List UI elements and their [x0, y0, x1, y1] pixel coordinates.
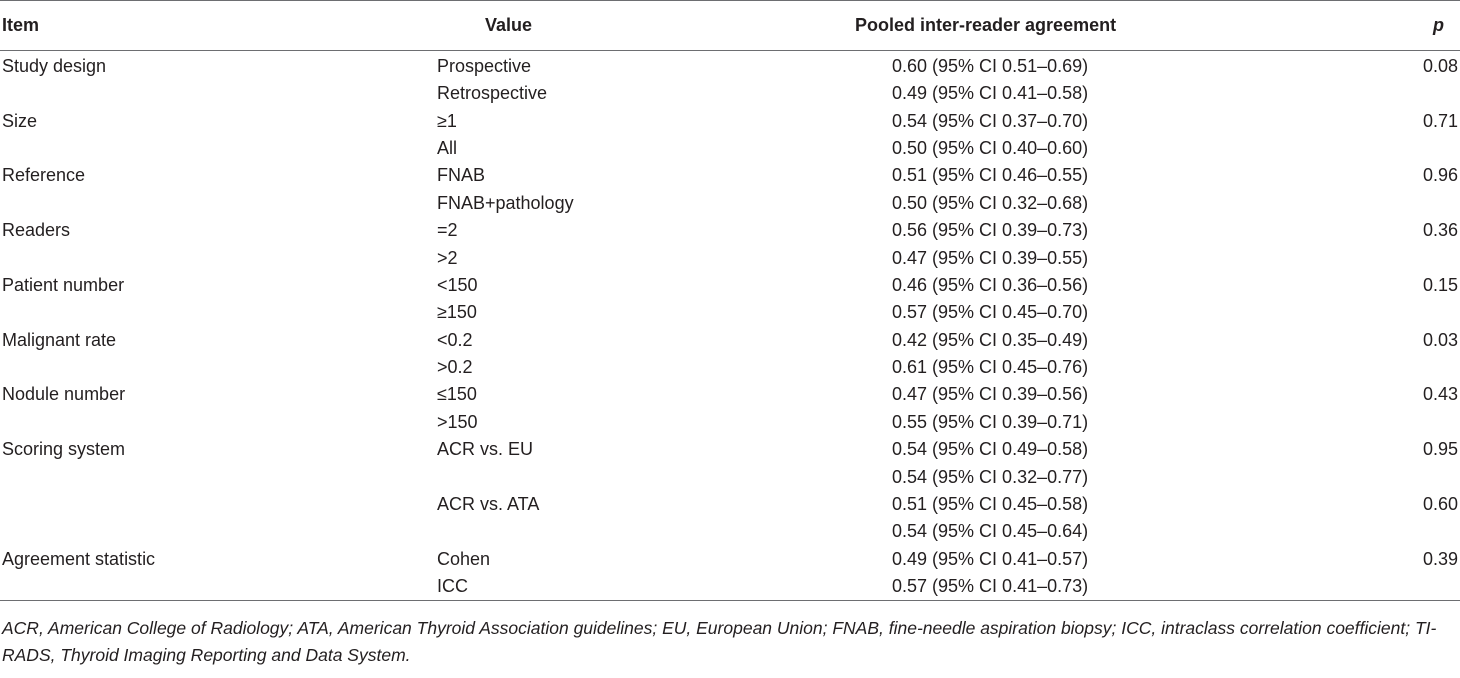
- cell-item: [0, 80, 437, 107]
- table-row: [0, 381, 1460, 408]
- cell-value: [437, 463, 737, 490]
- cell-p-value: 0.39: [1422, 548, 1458, 569]
- header-agreement: Pooled inter-reader agreement: [737, 1, 1360, 51]
- cell-p-value: [1360, 518, 1460, 545]
- cell-p-value: 0.08: [1422, 56, 1458, 76]
- cell-agreement: 0.46 (95% CI 0.36–0.56): [892, 274, 1089, 295]
- table-row: [0, 217, 1460, 244]
- cell-agreement: 0.51 (95% CI 0.45–0.58): [892, 494, 1089, 515]
- cell-value: ACR vs. ATA: [437, 494, 540, 515]
- table-row: [0, 51, 1460, 81]
- table-row: [0, 409, 1460, 436]
- cell-agreement: 0.54 (95% CI 0.45–0.64): [892, 521, 1089, 542]
- cell-item: [0, 135, 437, 162]
- cell-agreement: 0.47 (95% CI 0.39–0.56): [892, 384, 1089, 405]
- cell-p-value: 0.60: [1422, 494, 1458, 515]
- table-row: [0, 135, 1460, 162]
- cell-item: [0, 518, 437, 545]
- cell-p-value: [1360, 354, 1460, 381]
- table-row: [0, 107, 1460, 134]
- cell-item: Readers: [2, 220, 71, 241]
- cell-value: >0.2: [437, 357, 473, 378]
- cell-item: Nodule number: [2, 384, 126, 405]
- cell-agreement: 0.50 (95% CI 0.32–0.68): [892, 192, 1089, 213]
- table-header-row: [0, 1, 1460, 51]
- cell-agreement: 0.54 (95% CI 0.32–0.77): [892, 466, 1089, 487]
- table-row: [0, 354, 1460, 381]
- table-row: [0, 299, 1460, 326]
- cell-agreement: 0.60 (95% CI 0.51–0.69): [892, 56, 1089, 76]
- cell-p-value: 0.36: [1422, 220, 1458, 241]
- cell-item: [0, 491, 437, 518]
- table-row: [0, 190, 1460, 217]
- header-p-value: p: [1360, 1, 1460, 51]
- cell-p-value: 0.95: [1422, 439, 1458, 460]
- cell-agreement: 0.55 (95% CI 0.39–0.71): [892, 411, 1089, 432]
- cell-item: Reference: [2, 165, 86, 186]
- table-footnote: ACR, American College of Radiology; ATA, American Thyroid Association guidelines; EU, European Union; FNAB, fine-needle aspiration biopsy; ICC, intraclass correlation coefficient; TI-RADS, Thyroid Imaging Reporting and Data System.: [2, 618, 1437, 666]
- table-row: [0, 491, 1460, 518]
- cell-item: Study design: [2, 56, 107, 76]
- cell-p-value: 0.96: [1422, 165, 1458, 186]
- cell-agreement: 0.57 (95% CI 0.45–0.70): [892, 302, 1089, 323]
- cell-item: [0, 190, 437, 217]
- cell-value: ≥150: [437, 302, 477, 323]
- cell-agreement: 0.42 (95% CI 0.35–0.49): [892, 329, 1089, 350]
- cell-agreement: 0.47 (95% CI 0.39–0.55): [892, 247, 1089, 268]
- cell-item: [0, 463, 437, 490]
- cell-item: Size: [2, 110, 38, 131]
- cell-p-value: [1360, 190, 1460, 217]
- cell-p-value: 0.43: [1422, 384, 1458, 405]
- cell-value: Prospective: [437, 56, 532, 76]
- cell-value: =2: [437, 220, 458, 241]
- cell-agreement: 0.54 (95% CI 0.37–0.70): [892, 110, 1089, 131]
- table-row: [0, 327, 1460, 354]
- cell-agreement: 0.51 (95% CI 0.46–0.55): [892, 165, 1089, 186]
- table-row: [0, 573, 1460, 601]
- cell-value: >2: [437, 247, 458, 268]
- table-row: [0, 518, 1460, 545]
- cell-agreement: 0.49 (95% CI 0.41–0.57): [892, 548, 1089, 569]
- cell-item: [0, 354, 437, 381]
- cell-agreement: 0.61 (95% CI 0.45–0.76): [892, 357, 1089, 378]
- table-row: [0, 436, 1460, 463]
- cell-item: [0, 299, 437, 326]
- cell-value: Retrospective: [437, 83, 548, 104]
- cell-value: FNAB: [437, 165, 486, 186]
- cell-value: >150: [437, 411, 478, 432]
- table-row: [0, 546, 1460, 573]
- cell-p-value: [1360, 135, 1460, 162]
- cell-p-value: [1360, 409, 1460, 436]
- cell-p-value: [1360, 80, 1460, 107]
- cell-agreement: 0.56 (95% CI 0.39–0.73): [892, 220, 1089, 241]
- table-row: [0, 244, 1460, 271]
- header-item: Item: [0, 1, 437, 51]
- header-value: Value: [437, 1, 737, 51]
- cell-item: Agreement statistic: [2, 548, 156, 569]
- cell-item: [0, 244, 437, 271]
- cell-value: ACR vs. EU: [437, 439, 534, 460]
- cell-value: <0.2: [437, 329, 473, 350]
- cell-value: <150: [437, 274, 478, 295]
- cell-p-value: 0.15: [1422, 274, 1458, 295]
- cell-agreement: 0.57 (95% CI 0.41–0.73): [737, 573, 1360, 601]
- cell-agreement: 0.50 (95% CI 0.40–0.60): [892, 137, 1089, 158]
- table-row: [0, 272, 1460, 299]
- cell-value: All: [437, 137, 458, 158]
- cell-value: Cohen: [437, 548, 491, 569]
- cell-p-value: [1360, 463, 1460, 490]
- table-row: [0, 80, 1460, 107]
- cell-p-value: 0.71: [1422, 110, 1458, 131]
- cell-value: [437, 518, 737, 545]
- cell-value: ≥1: [437, 110, 457, 131]
- cell-value: FNAB+pathology: [437, 192, 574, 213]
- cell-p-value: [1360, 573, 1460, 601]
- cell-agreement: 0.54 (95% CI 0.49–0.58): [892, 439, 1089, 460]
- table-row: [0, 463, 1460, 490]
- cell-p-value: 0.03: [1422, 329, 1458, 350]
- cell-item: [0, 409, 437, 436]
- cell-item: Scoring system: [2, 439, 126, 460]
- cell-item: [0, 573, 437, 601]
- cell-p-value: [1360, 244, 1460, 271]
- table-row: [0, 162, 1460, 189]
- cell-agreement: 0.49 (95% CI 0.41–0.58): [892, 83, 1089, 104]
- cell-item: Patient number: [2, 274, 125, 295]
- cell-value: ≤150: [437, 384, 477, 405]
- cell-item: Malignant rate: [2, 329, 117, 350]
- cell-value: ICC: [437, 573, 737, 601]
- cell-p-value: [1360, 299, 1460, 326]
- table-body: [0, 51, 1460, 601]
